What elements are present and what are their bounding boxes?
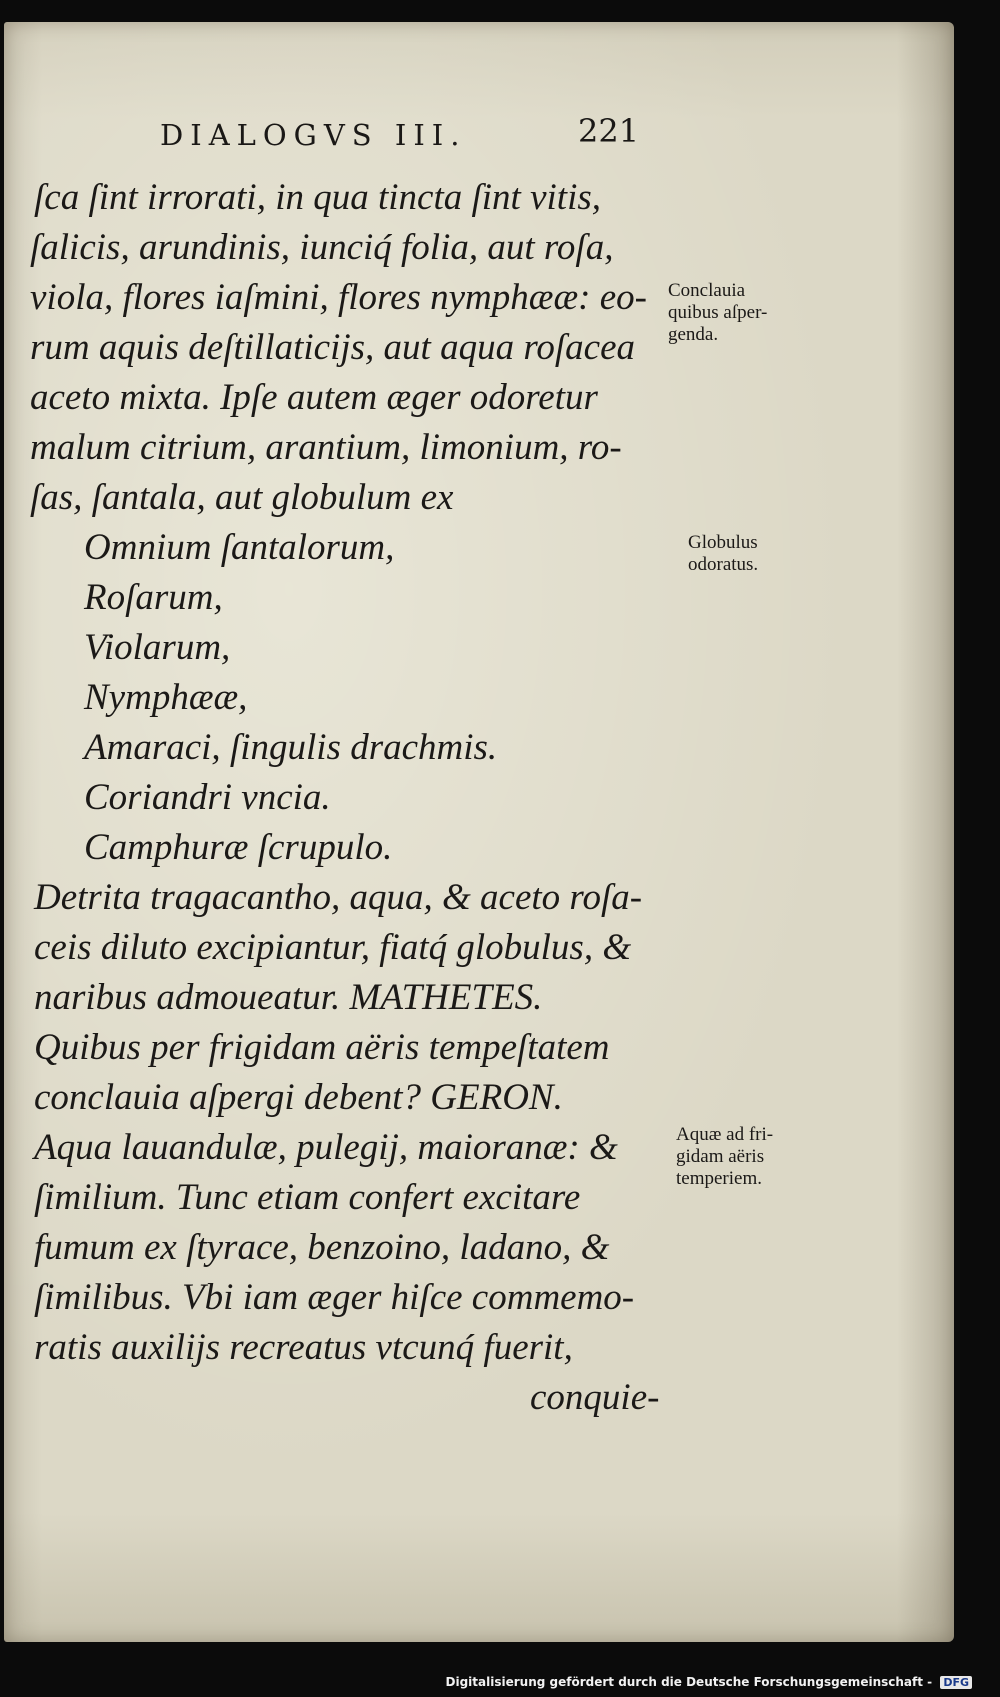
text-line: ſca ſint irrorati, in qua tincta ſint vitis, [34,177,601,218]
margin-note-line: temperiem. [676,1168,762,1189]
margin-note-line: Conclauia [668,280,746,301]
text-line: Omnium ſantalorum, [84,527,395,568]
margin-note-aquae [676,1124,773,1190]
dfg-logo: DFG [940,1676,972,1689]
margin-note-line: Aquæ ad fri- [676,1124,774,1145]
text-line: Amaraci, ſingulis drachmis. [84,727,498,768]
text-line: fumum ex ſtyrace, benzoino, ladano, & [34,1227,610,1268]
margin-note-globulus [688,532,758,576]
margin-note-line: genda. [668,324,719,345]
text-line: ratis auxilijs recreatus vtcunq́ fuerit, [34,1327,573,1368]
text-line: ſalicis, arundinis, iunciq́ folia, aut roſa, [30,227,614,268]
text-line: Violarum, [84,627,231,668]
catchword: conquie- [530,1377,660,1418]
text-line: rum aquis deſtillaticijs, aut aqua roſacea [30,327,635,368]
text-line: aceto mixta. Ipſe autem æger odoretur [30,377,598,418]
text-line: malum citrium, arantium, limonium, ro- [30,427,622,468]
text-line: Nymphææ, [84,677,248,718]
margin-note-line: odoratus. [688,554,759,575]
running-head: DIALOGVS III. [160,118,467,152]
text-line: Roſarum, [84,577,223,618]
text-line: ſas, ſantala, aut globulum ex [30,477,454,518]
digitization-credit [446,1675,972,1689]
text-line: viola, flores iaſmini, flores nymphææ: eo- [30,277,647,318]
text-line: ceis diluto excipiantur, fiatq́ globulus, & [34,927,632,968]
text-line: ſimilium. Tunc etiam confert excitare [34,1177,581,1218]
margin-note-line: Globulus [688,532,758,553]
margin-note-line: gidam aëris [676,1146,765,1167]
text-line: conclauia aſpergi debent? GERON. [34,1077,563,1118]
text-line: Camphuræ ſcrupulo. [84,827,393,868]
page-number: 221 [578,112,640,150]
margin-note-conclauia [668,280,767,346]
text-line: Detrita tragacantho, aqua, & aceto roſa- [34,877,643,918]
text-line: naribus admoueatur. MATHETES. [34,977,543,1018]
text-line: Aqua lauandulæ, pulegij, maioranæ: & [34,1127,618,1168]
credit-text: Digitalisierung gefördert durch die Deutsche Forschungsgemeinschaft - [445,1675,933,1689]
text-line: Coriandri vncia. [84,777,331,818]
margin-note-line: quibus aſper- [668,302,768,323]
text-line: Quibus per frigidam aëris tempeſtatem [34,1027,610,1068]
text-line: ſimilibus. Vbi iam æger hiſce commemo- [34,1277,635,1318]
